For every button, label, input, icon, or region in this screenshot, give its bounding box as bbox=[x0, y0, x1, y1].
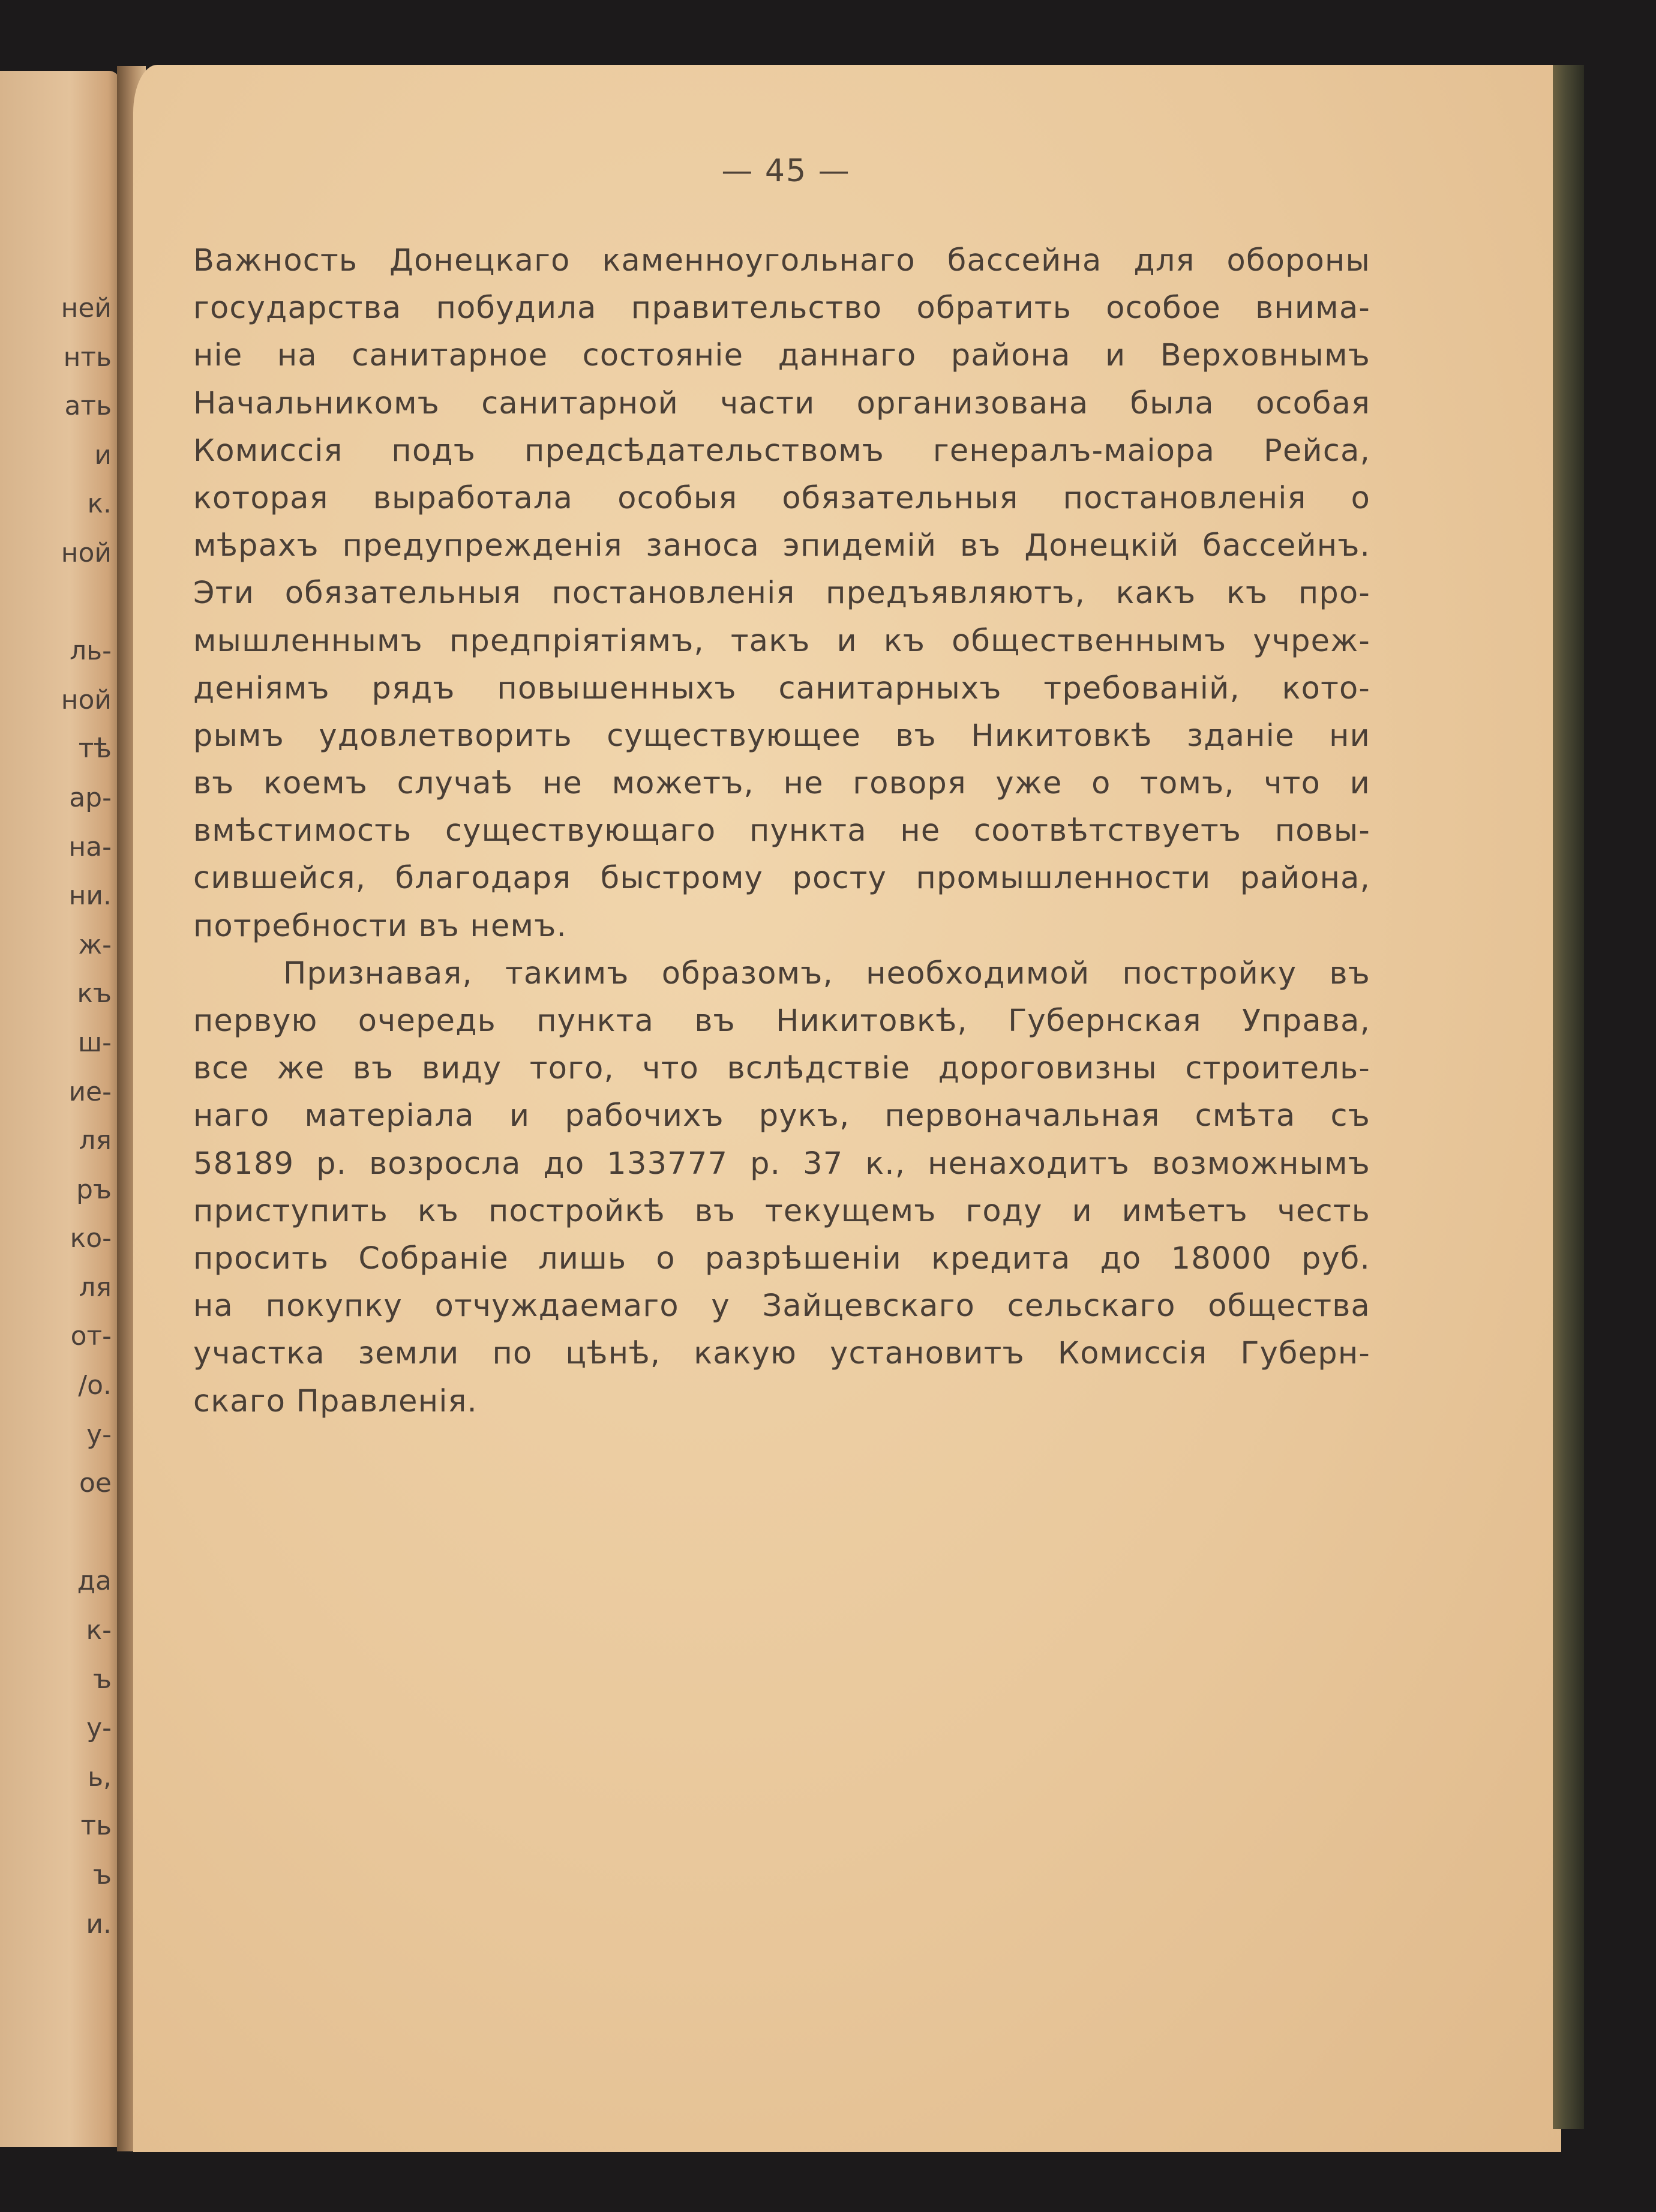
left-fragment: /о. bbox=[78, 1370, 112, 1401]
left-fragment bbox=[61, 1508, 112, 1557]
left-fragment: у- bbox=[86, 1419, 112, 1450]
text-line: въ коемъ случаѣ не можетъ, не говоря уже о томъ, что и bbox=[193, 766, 1370, 802]
text-line: ніе на санитарное состояніе даннаго района и Верховнымъ bbox=[193, 338, 1370, 374]
left-fragment: ко- bbox=[70, 1223, 112, 1254]
left-fragment: да bbox=[77, 1566, 112, 1597]
text-line: которая выработала особыя обязательныя постановленія о bbox=[193, 480, 1370, 516]
left-page bbox=[0, 71, 127, 2147]
left-fragment: нть bbox=[63, 341, 112, 373]
left-fragment: ной bbox=[61, 684, 112, 715]
paragraph-2 bbox=[193, 950, 1370, 1425]
left-fragment: ъ bbox=[92, 1860, 112, 1890]
text-line: Важность Донецкаго каменноугольнаго бассейна для обороны bbox=[193, 243, 1370, 278]
text-line: Признавая, такимъ образомъ, необходимой постройку въ bbox=[283, 955, 1370, 991]
text-line: 58189 р. возросла до 133777 р. 37 к., ненаходитъ возможнымъ bbox=[193, 1146, 1370, 1182]
text-line: государства побудила правительство обратить особое внима- bbox=[193, 290, 1370, 326]
left-fragment: ь, bbox=[88, 1761, 112, 1793]
left-fragment: къ bbox=[77, 978, 112, 1009]
left-fragment: ш- bbox=[77, 1027, 112, 1058]
left-fragment: тѣ bbox=[78, 733, 112, 765]
left-fragment: ней bbox=[61, 293, 112, 323]
text-line: Комиссія подъ предсѣдательствомъ генералъ-маіора Рейса, bbox=[193, 433, 1370, 469]
text-line: Начальникомъ санитарной части организована была особая bbox=[193, 385, 1370, 421]
text-line: приступить къ постройкѣ въ текущемъ году и имѣетъ честь bbox=[193, 1193, 1370, 1229]
text-line: вмѣстимость существующаго пункта не соотвѣтствуетъ повы- bbox=[193, 813, 1370, 849]
text-line: Эти обязательныя постановленія предъявляютъ, какъ къ про- bbox=[193, 576, 1370, 612]
left-fragment: ни. bbox=[68, 880, 112, 912]
left-fragment: и. bbox=[86, 1908, 112, 1940]
left-fragment: ръ bbox=[76, 1174, 112, 1205]
page-body-text bbox=[193, 237, 1370, 1425]
left-fragment: ль- bbox=[70, 636, 112, 667]
left-fragment: ать bbox=[64, 391, 112, 422]
paragraph-1 bbox=[193, 237, 1370, 950]
left-fragment: ж- bbox=[78, 929, 112, 960]
left-fragment: на- bbox=[68, 831, 112, 862]
text-line: сившейся, благодаря быстрому росту промышленности района, bbox=[193, 861, 1370, 897]
left-fragment: ар- bbox=[69, 782, 112, 813]
left-fragment: к. bbox=[87, 488, 112, 520]
left-fragment: ной bbox=[61, 537, 112, 568]
text-line: мѣрахъ предупрежденія заноса эпидемій въ Донецкій бассейнъ. bbox=[193, 528, 1370, 564]
left-fragment: ля bbox=[79, 1272, 112, 1303]
page-number: — 45 — bbox=[721, 153, 851, 189]
text-line: скаго Правленія. bbox=[193, 1383, 478, 1419]
book-cover-edge bbox=[1553, 65, 1584, 2129]
left-fragment: ъ bbox=[92, 1664, 112, 1695]
left-fragment bbox=[61, 578, 112, 627]
text-line: потребности въ немъ. bbox=[193, 908, 567, 944]
text-line: все же въ виду того, что вслѣдствіе дороговизны строитель- bbox=[193, 1051, 1370, 1087]
left-page-text-fragments bbox=[61, 284, 112, 1949]
text-line: рымъ удовлетворить существующее въ Никитовкѣ зданіе ни bbox=[193, 718, 1370, 754]
text-line: первую очередь пункта въ Никитовкѣ, Губернская Управа, bbox=[193, 1003, 1370, 1039]
text-line: мышленнымъ предпріятіямъ, такъ и къ общественнымъ учреж- bbox=[193, 623, 1370, 659]
left-fragment: ие- bbox=[68, 1076, 112, 1107]
left-fragment: к- bbox=[86, 1615, 112, 1646]
left-fragment: ля bbox=[79, 1125, 112, 1156]
left-fragment: ть bbox=[80, 1811, 112, 1842]
left-fragment: от- bbox=[70, 1321, 112, 1352]
text-line: просить Собраніе лишь о разрѣшеніи кредита до 18000 руб. bbox=[193, 1240, 1370, 1276]
text-line: деніямъ рядъ повышенныхъ санитарныхъ требованій, кото- bbox=[193, 670, 1370, 706]
text-line: на покупку отчуждаемаго у Зайцевскаго сельскаго общества bbox=[193, 1288, 1370, 1324]
left-fragment: у- bbox=[86, 1713, 112, 1744]
text-line: участка земли по цѣнѣ, какую установитъ Комиссія Губерн- bbox=[193, 1336, 1370, 1372]
left-fragment: ое bbox=[79, 1468, 112, 1499]
text-line: наго матеріала и рабочихъ рукъ, первоначальная смѣта съ bbox=[193, 1098, 1370, 1134]
left-fragment: и bbox=[94, 439, 112, 470]
